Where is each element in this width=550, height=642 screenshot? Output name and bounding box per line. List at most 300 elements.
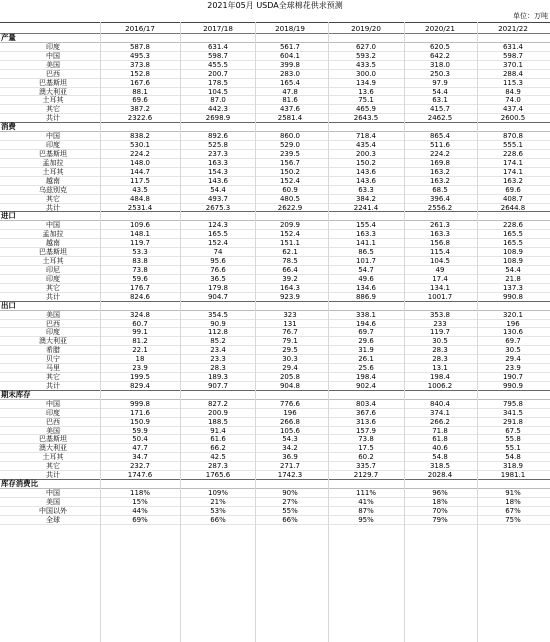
value-cell: 54.3 [282,435,298,444]
value-cell: 84.9 [505,87,521,96]
value-cell: 435.4 [355,141,377,150]
table-row [0,453,550,462]
value-cell: 1001.7 [427,292,453,301]
value-cell: 261.3 [429,221,451,230]
row-label: 澳大利亚 [39,337,67,346]
value-cell: 152.4 [207,239,229,248]
value-cell: 990.9 [502,381,524,390]
table-row [0,400,550,409]
value-cell: 41% [358,497,374,506]
table-row [0,177,550,186]
value-cell: 117.5 [129,176,151,185]
value-cell: 200.9 [207,408,229,417]
table-row [0,195,550,204]
value-cell: 148.0 [129,158,151,167]
value-cell: 74.0 [505,96,521,105]
value-cell: 29.4 [505,355,521,364]
value-cell: 30.5 [432,337,448,346]
value-cell: 2698.9 [205,114,231,123]
value-cell: 904.8 [279,381,301,390]
value-cell: 455.5 [207,60,229,69]
row-label: 全球 [46,515,60,524]
value-cell: 840.4 [429,399,451,408]
value-cell: 69.7 [358,328,374,337]
table-row [0,61,550,70]
column-gridline [180,22,181,642]
value-cell: 29.5 [282,346,298,355]
row-label: 巴基斯坦 [39,78,67,87]
value-cell: 165.5 [502,239,524,248]
value-cell: 87.0 [210,96,226,105]
row-label: 孟加拉 [42,158,64,167]
value-cell: 598.7 [502,51,524,60]
section-title: 进口 [1,211,16,221]
value-cell: 109.6 [129,221,151,230]
value-cell: 30.5 [505,346,521,355]
value-cell: 529.0 [279,141,301,150]
section-header [0,34,550,43]
value-cell: 288.4 [502,69,524,78]
table-row [0,43,550,52]
value-cell: 85.2 [210,337,226,346]
value-cell: 374.1 [429,408,451,417]
table-row [0,328,550,337]
value-cell: 341.5 [502,408,524,417]
value-cell: 2556.2 [427,203,453,212]
value-cell: 44% [132,506,148,515]
value-cell: 174.1 [502,167,524,176]
value-cell: 28.3 [432,355,448,364]
value-cell: 66.2 [210,444,226,453]
section-title: 库存消费比 [1,479,38,489]
value-cell: 152.8 [129,69,151,78]
row-label: 印度 [46,408,60,417]
value-cell: 76.7 [282,328,298,337]
value-cell: 179.8 [207,283,229,292]
value-cell: 53% [210,506,226,515]
value-cell: 111% [355,489,376,498]
value-cell: 26.1 [358,355,374,364]
column-gridline [255,22,256,642]
value-cell: 904.7 [207,292,229,301]
value-cell: 860.0 [279,132,301,141]
value-cell: 2462.5 [427,114,453,123]
value-cell: 530.1 [129,141,151,150]
table-row [0,141,550,150]
row-label: 印尼 [46,265,60,274]
value-cell: 163.3 [355,230,377,239]
value-cell: 313.6 [355,417,377,426]
row-label: 其它 [46,462,60,471]
table-row [0,516,550,525]
value-cell: 190.7 [502,373,524,382]
value-cell: 79.1 [282,337,298,346]
value-cell: 415.7 [429,105,451,114]
row-label: 巴基斯坦 [39,149,67,158]
value-cell: 73.8 [132,265,148,274]
value-cell: 631.4 [502,42,524,51]
row-label: 巴西 [46,319,60,328]
value-cell: 287.3 [207,462,229,471]
value-cell: 134.1 [429,283,451,292]
value-cell: 108.9 [502,248,524,257]
value-cell: 511.6 [429,141,451,150]
value-cell: 54.8 [432,453,448,462]
value-cell: 367.6 [355,408,377,417]
value-cell: 34.2 [282,444,298,453]
value-cell: 2322.6 [127,114,153,123]
value-cell: 200.3 [355,149,377,158]
value-cell: 200.7 [207,69,229,78]
value-cell: 2028.4 [427,471,453,480]
value-cell: 795.8 [502,399,524,408]
value-cell: 75.1 [358,96,374,105]
value-cell: 627.0 [355,42,377,51]
value-cell: 124.3 [207,221,229,230]
value-cell: 865.4 [429,132,451,141]
value-cell: 134.9 [355,78,377,87]
value-cell: 271.7 [279,462,301,471]
value-cell: 437.4 [502,105,524,114]
value-cell: 266.8 [279,417,301,426]
value-cell: 63.1 [432,96,448,105]
row-label: 越南 [46,239,60,248]
year-header-row [0,22,550,34]
table-row [0,150,550,159]
value-cell: 266.2 [429,417,451,426]
value-cell: 13.1 [432,364,448,373]
value-cell: 40.6 [432,444,448,453]
row-label: 美国 [46,310,60,319]
value-cell: 86.5 [358,248,374,257]
value-cell: 824.6 [129,292,151,301]
value-cell: 318.0 [429,60,451,69]
table-row [0,462,550,471]
table-row [0,364,550,373]
row-label: 中国 [46,132,60,141]
value-cell: 902.4 [355,381,377,390]
table-row [0,346,550,355]
year-header: 2020/21 [425,24,455,33]
value-cell: 354.5 [207,310,229,319]
value-cell: 999.8 [129,399,151,408]
row-label: 其它 [46,283,60,292]
value-cell: 61.6 [210,435,226,444]
table-row [0,320,550,329]
value-cell: 60.9 [282,185,298,194]
row-label: 其它 [46,105,60,114]
value-cell: 54.7 [358,265,374,274]
value-cell: 163.3 [429,230,451,239]
value-cell: 320.1 [502,310,524,319]
value-cell: 171.6 [129,408,151,417]
value-cell: 36.5 [210,274,226,283]
value-cell: 75% [505,515,521,524]
section-title: 产量 [1,33,16,42]
value-cell: 54.4 [505,265,521,274]
value-cell: 79% [432,515,448,524]
year-header: 2019/20 [351,24,381,33]
value-cell: 291.8 [502,417,524,426]
value-cell: 95% [358,515,374,524]
row-label: 贝宁 [46,355,60,364]
value-cell: 2129.7 [353,471,379,480]
total-row [0,293,550,302]
sheet-title: 2021年05月 USDA全球棉花供求预测 [207,1,343,10]
row-label: 印度 [46,141,60,150]
table-row [0,221,550,230]
table-row [0,507,550,516]
value-cell: 198.4 [429,373,451,382]
value-cell: 143.6 [355,167,377,176]
value-cell: 70% [432,506,448,515]
section-title: 出口 [1,300,16,310]
value-cell: 104.5 [207,87,229,96]
value-cell: 78.5 [282,257,298,266]
value-cell: 148.1 [129,230,151,239]
value-cell: 205.8 [279,373,301,382]
value-cell: 2600.5 [500,114,526,123]
table-row [0,70,550,79]
row-label: 巴西 [46,69,60,78]
value-cell: 15% [132,497,148,506]
value-cell: 43.5 [132,185,148,194]
value-cell: 18% [505,497,521,506]
row-label: 共计 [46,471,60,480]
table-row [0,498,550,507]
row-label: 其它 [46,194,60,203]
value-cell: 154.3 [207,167,229,176]
value-cell: 61.8 [432,435,448,444]
value-cell: 373.8 [129,60,151,69]
table-row [0,257,550,266]
value-cell: 131 [283,319,297,328]
table-row [0,275,550,284]
value-cell: 55% [282,506,298,515]
value-cell: 300.0 [355,69,377,78]
unit-label: 单位：万吨 [513,12,548,20]
value-cell: 642.2 [429,51,451,60]
value-cell: 2643.5 [353,114,379,123]
section-title: 消费 [1,122,16,132]
value-cell: 2622.9 [277,203,303,212]
value-cell: 2531.4 [127,203,153,212]
value-cell: 2581.4 [277,114,303,123]
total-row [0,471,550,480]
value-cell: 907.7 [207,381,229,390]
table-row [0,132,550,141]
value-cell: 67% [505,506,521,515]
value-cell: 189.3 [207,373,229,382]
value-cell: 803.4 [355,399,377,408]
value-cell: 525.8 [207,141,229,150]
value-cell: 18 [135,355,145,364]
value-cell: 112.8 [207,328,229,337]
value-cell: 165.5 [502,230,524,239]
value-cell: 165.4 [279,78,301,87]
value-cell: 370.1 [502,60,524,69]
section-header [0,480,550,489]
value-cell: 163.2 [429,167,451,176]
value-cell: 97.9 [432,78,448,87]
row-label: 印度 [46,274,60,283]
value-cell: 196 [506,319,520,328]
year-header: 2017/18 [203,24,233,33]
value-cell: 91% [505,489,521,498]
table-row [0,337,550,346]
value-cell: 838.2 [129,132,151,141]
value-cell: 199.5 [129,373,151,382]
value-cell: 88.1 [132,87,148,96]
value-cell: 67.5 [505,426,521,435]
value-cell: 25.6 [358,364,374,373]
table-row [0,239,550,248]
value-cell: 318.9 [502,462,524,471]
table-row [0,79,550,88]
value-cell: 228.6 [502,221,524,230]
total-row [0,204,550,213]
value-cell: 137.3 [502,283,524,292]
value-cell: 55.8 [505,435,521,444]
row-label: 土耳其 [42,257,64,266]
column-gridline [404,22,405,642]
value-cell: 28.3 [432,346,448,355]
table-row [0,311,550,320]
value-cell: 631.4 [207,42,229,51]
value-cell: 66.4 [282,265,298,274]
table-body [0,34,550,525]
value-cell: 224.2 [129,149,151,158]
table-row [0,373,550,382]
value-cell: 396.4 [429,194,451,203]
value-cell: 194.6 [355,319,377,328]
value-cell: 209.9 [279,221,301,230]
value-cell: 174.1 [502,158,524,167]
value-cell: 923.9 [279,292,301,301]
value-cell: 620.5 [429,42,451,51]
value-cell: 318.5 [429,462,451,471]
row-label: 美国 [46,426,60,435]
value-cell: 39.2 [282,274,298,283]
value-cell: 1742.3 [277,471,303,480]
row-label: 共计 [46,381,60,390]
value-cell: 90% [282,489,298,498]
value-cell: 23.4 [210,346,226,355]
value-cell: 196 [283,408,297,417]
table-row [0,105,550,114]
value-cell: 30.3 [282,355,298,364]
value-cell: 156.8 [429,239,451,248]
table-row [0,409,550,418]
value-cell: 176.7 [129,283,151,292]
row-label: 澳大利亚 [39,444,67,453]
row-label: 印度 [46,328,60,337]
value-cell: 324.8 [129,310,151,319]
row-label: 乌兹别克 [39,185,67,194]
table-row [0,248,550,257]
value-cell: 69.6 [132,96,148,105]
value-cell: 587.8 [129,42,151,51]
value-cell: 87% [358,506,374,515]
value-cell: 338.1 [355,310,377,319]
column-gridline [328,22,329,642]
value-cell: 134.6 [355,283,377,292]
row-label: 巴西 [46,417,60,426]
table-row [0,88,550,97]
table-row [0,52,550,61]
value-cell: 31.9 [358,346,374,355]
row-label: 共计 [46,292,60,301]
value-cell: 157.9 [355,426,377,435]
row-label: 美国 [46,497,60,506]
value-cell: 49 [435,265,445,274]
value-cell: 21% [210,497,226,506]
value-cell: 323 [283,310,297,319]
table-row [0,284,550,293]
value-cell: 18% [432,497,448,506]
value-cell: 104.5 [429,257,451,266]
value-cell: 555.1 [502,141,524,150]
value-cell: 68.5 [432,185,448,194]
value-cell: 232.7 [129,462,151,471]
value-cell: 433.5 [355,60,377,69]
value-cell: 152.4 [279,230,301,239]
value-cell: 144.7 [129,167,151,176]
value-cell: 47.7 [132,444,148,453]
value-cell: 13.6 [358,87,374,96]
value-cell: 233 [433,319,447,328]
table-row [0,230,550,239]
value-cell: 66% [282,515,298,524]
value-cell: 188.5 [207,417,229,426]
row-label: 土耳其 [42,96,64,105]
table-row [0,168,550,177]
value-cell: 29.6 [358,337,374,346]
value-cell: 163.2 [429,176,451,185]
section-header [0,212,550,221]
value-cell: 115.3 [502,78,524,87]
value-cell: 437.6 [279,105,301,114]
value-cell: 776.6 [279,399,301,408]
value-cell: 165.5 [207,230,229,239]
value-cell: 870.8 [502,132,524,141]
value-cell: 59.9 [132,426,148,435]
value-cell: 23.9 [505,364,521,373]
value-cell: 399.8 [279,60,301,69]
value-cell: 169.8 [429,158,451,167]
value-cell: 36.9 [282,453,298,462]
value-cell: 69.6 [505,185,521,194]
value-cell: 60.2 [358,453,374,462]
value-cell: 598.7 [207,51,229,60]
value-cell: 95.6 [210,257,226,266]
value-cell: 156.7 [279,158,301,167]
value-cell: 2644.8 [500,203,526,212]
row-label: 中国 [46,221,60,230]
section-title: 期末库存 [1,389,31,399]
value-cell: 718.4 [355,132,377,141]
value-cell: 109% [207,489,228,498]
value-cell: 76.6 [210,265,226,274]
value-cell: 604.1 [279,51,301,60]
value-cell: 17.4 [432,274,448,283]
year-header: 2021/22 [498,24,528,33]
year-header: 2016/17 [125,24,155,33]
total-row [0,114,550,123]
value-cell: 827.2 [207,399,229,408]
row-label: 中国以外 [39,506,67,515]
value-cell: 22.1 [132,346,148,355]
